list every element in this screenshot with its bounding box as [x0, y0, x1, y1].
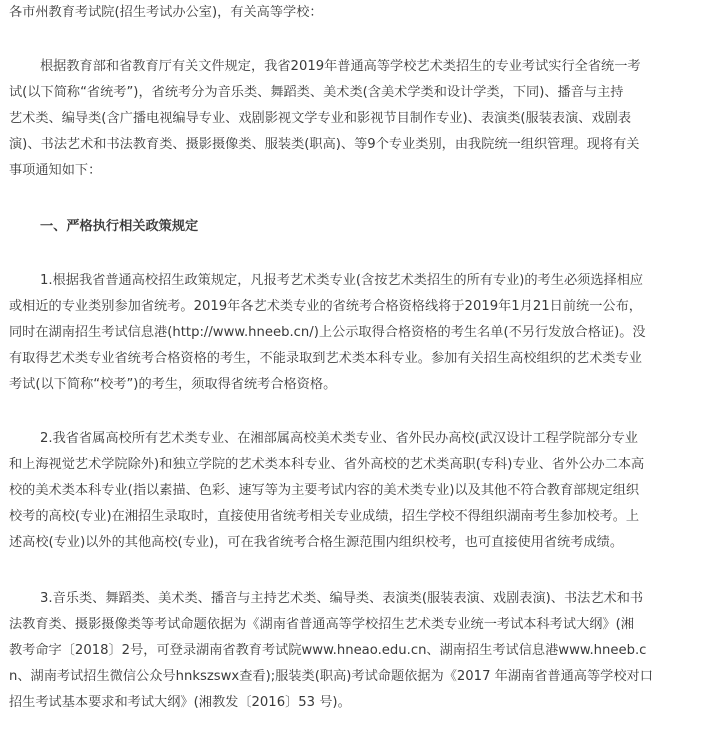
paragraph-1-line: 1.根据我省普通高校招生政策规定，凡报考艺术类专业(含按艺术类招生的所有专业)的考生必须选择相应 — [40, 273, 644, 288]
paragraph-3-line: 招生考试基本要求和考试大纲》(湘教发〔2016〕53 号)。 — [9, 695, 351, 710]
paragraph-3-line: 法教育类、摄影摄像类等考试命题依据为《湖南省普通高等学校招生艺术类专业统一考试本科考试大纲》(湘 — [9, 617, 634, 632]
salutation: 各市州教育考试院(招生考试办公室)，有关高等学校： — [9, 5, 323, 20]
intro-line: 演)、书法艺术和书法教育类、摄影摄像类、服装类(职高)、等9个专业类别，由我院统一组织管理。现将有关 — [9, 137, 640, 152]
paragraph-1-line: 考试(以下简称“校考”)的考生，须取得省统考合格资格。 — [9, 377, 337, 392]
paragraph-1-line: 同时在湖南招生考试信息港(http://www.hneeb.cn/)上公示取得合格资格的考生名单(不另行发放合格证)。没 — [9, 325, 646, 340]
intro-line: 艺术类、编导类(含广播电视编导专业、戏剧影视文学专业和影视节目制作专业)、表演类(服装表演、戏剧表 — [9, 111, 632, 126]
paragraph-2-line: 和上海视觉艺术学院除外)和独立学院的艺术类本科专业、省外高校的艺术类高职(专科)专业、省外公办二本高 — [9, 457, 645, 472]
paragraph-3-line: 教考命字〔2018〕2号，可登录湖南省教育考试院www.hneao.edu.cn、湖南招生考试信息港www.hneeb.c — [9, 643, 647, 658]
paragraph-2-line: 2.我省省属高校所有艺术类专业、在湘部属高校美术类专业、省外民办高校(武汉设计工程学院部分专业 — [40, 431, 638, 446]
section-heading: 一、严格执行相关政策规定 — [40, 219, 199, 234]
intro-line: 试(以下简称“省统考”)，省统考分为音乐类、舞蹈类、美术类(含美术学类和设计学类，下同)、播音与主持 — [9, 85, 624, 100]
paragraph-2-line: 述高校(专业)以外的其他高校(专业)，可在我省统考合格生源范围内组织校考，也可直接使用省统考成绩。 — [9, 535, 624, 550]
paragraph-3-line: 3.音乐类、舞蹈类、美术类、播音与主持艺术类、编导类、表演类(服装表演、戏剧表演)、书法艺术和书 — [40, 591, 644, 606]
intro-line: 根据教育部和省教育厅有关文件规定，我省2019年普通高等学校艺术类招生的专业考试实行全省统一考 — [40, 59, 641, 74]
paragraph-1-line: 或相近的专业类别参加省统考。2019年各艺术类专业的省统考合格资格线将于2019年1月21日前统一公布， — [9, 299, 642, 314]
paragraph-1-line: 有取得艺术类专业省统考合格资格的考生，不能录取到艺术类本科专业。参加有关招生高校组织的艺术类专业 — [9, 351, 642, 366]
paragraph-2-line: 校的美术类本科专业(指以素描、色彩、速写等为主要考试内容的美术类专业)以及其他不符合教育部规定组织 — [9, 483, 640, 498]
paragraph-3-line: n、湖南考试招生微信公众号hnkszswx查看);服装类(职高)考试命题依据为《2017 年湖南省普通高等学校对口 — [9, 669, 653, 684]
intro-line: 事项通知如下： — [9, 163, 102, 178]
paragraph-2-line: 校考的高校(专业)在湘招生录取时，直接使用省统考相关专业成绩，招生学校不得组织湖南考生参加校考。上 — [9, 509, 640, 524]
